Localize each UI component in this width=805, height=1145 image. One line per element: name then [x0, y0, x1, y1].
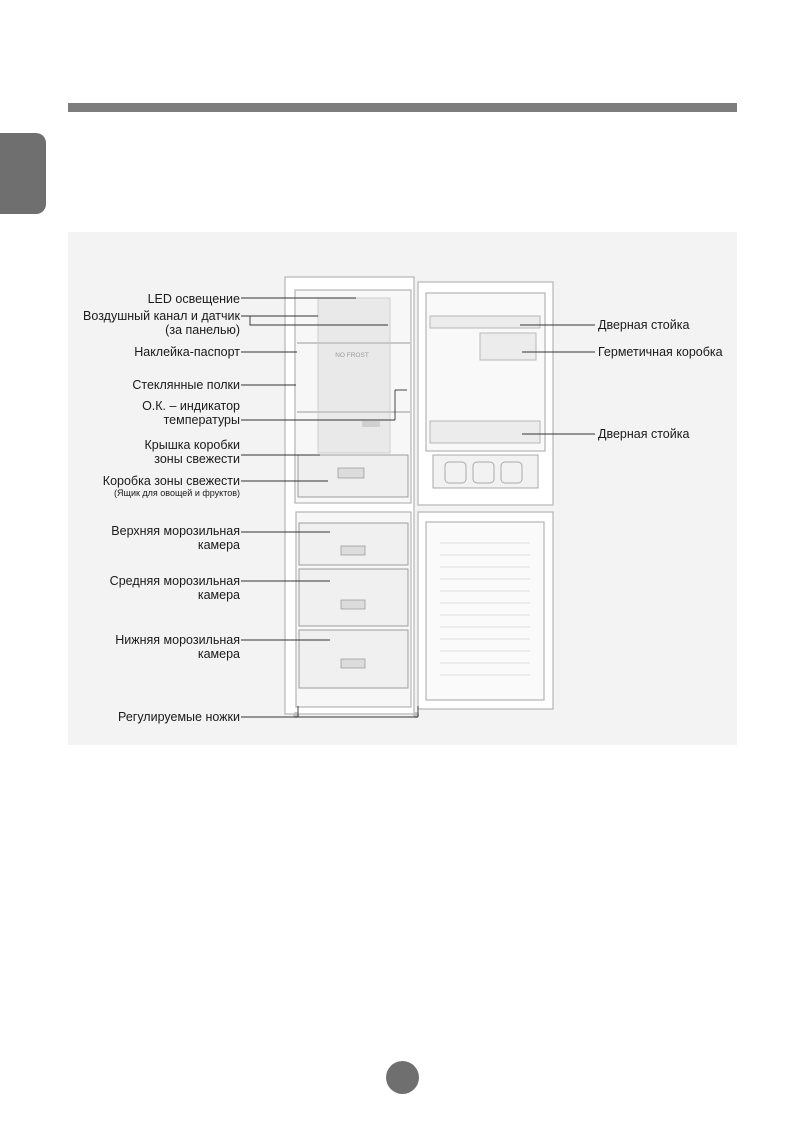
label-fresh-lid-line1: Крышка коробки [144, 438, 240, 452]
label-fresh-lid [145, 438, 241, 466]
sealed-box [480, 333, 536, 360]
no-frost-text: NO FROST [335, 352, 369, 359]
label-door-rack-top: Дверная стойка [598, 318, 690, 332]
label-air-duct-line2: (за панелью) [165, 323, 240, 337]
door-icons [433, 455, 538, 488]
temperature-indicator [362, 421, 380, 427]
label-feet: Регулируемые ножки [118, 710, 240, 724]
label-air-duct-line1: Воздушный канал и датчик [83, 309, 240, 323]
label-middle-freezer [110, 574, 240, 602]
page-number-dot [386, 1061, 419, 1094]
lower-drawer-controls [341, 659, 365, 668]
label-passport: Наклейка-паспорт [134, 345, 240, 359]
middle-freezer-drawer [299, 569, 408, 626]
label-air-duct [83, 309, 240, 337]
label-led: LED освещение [147, 292, 240, 306]
label-glass-shelves: Стеклянные полки [132, 378, 240, 392]
label-lower-freezer-line2: камера [197, 647, 240, 661]
air-duct-panel [318, 298, 390, 453]
label-temp-indicator [142, 399, 240, 427]
label-door-rack-bottom: Дверная стойка [598, 427, 690, 441]
upper-freezer-drawer [299, 523, 408, 565]
label-fresh-box: Коробка зоны свежести [102, 474, 240, 488]
label-lower-freezer [115, 633, 240, 661]
freezer-door-liner [426, 522, 544, 700]
label-lower-freezer-line1: Нижняя морозильная [115, 633, 240, 647]
label-fresh-box-sub: (Ящик для овощей и фруктов) [114, 488, 240, 498]
label-middle-freezer-line2: камера [197, 588, 240, 602]
label-sealed-box: Герметичная коробка [598, 345, 723, 359]
door-rack-bottom [430, 421, 540, 443]
label-temp-indicator-line1: О.К. – индикатор [142, 399, 240, 413]
label-upper-freezer-line2: камера [197, 538, 240, 552]
door-rack-top [430, 316, 540, 328]
label-temp-indicator-line2: температуры [163, 413, 240, 427]
fresh-zone-controls [338, 468, 364, 478]
label-upper-freezer [111, 524, 240, 552]
label-upper-freezer-line1: Верхняя морозильная [111, 524, 240, 538]
label-fresh-lid-line2: зоны свежести [154, 452, 240, 466]
middle-drawer-controls [341, 600, 365, 609]
upper-drawer-controls [341, 546, 365, 555]
label-middle-freezer-line1: Средняя морозильная [109, 574, 240, 588]
